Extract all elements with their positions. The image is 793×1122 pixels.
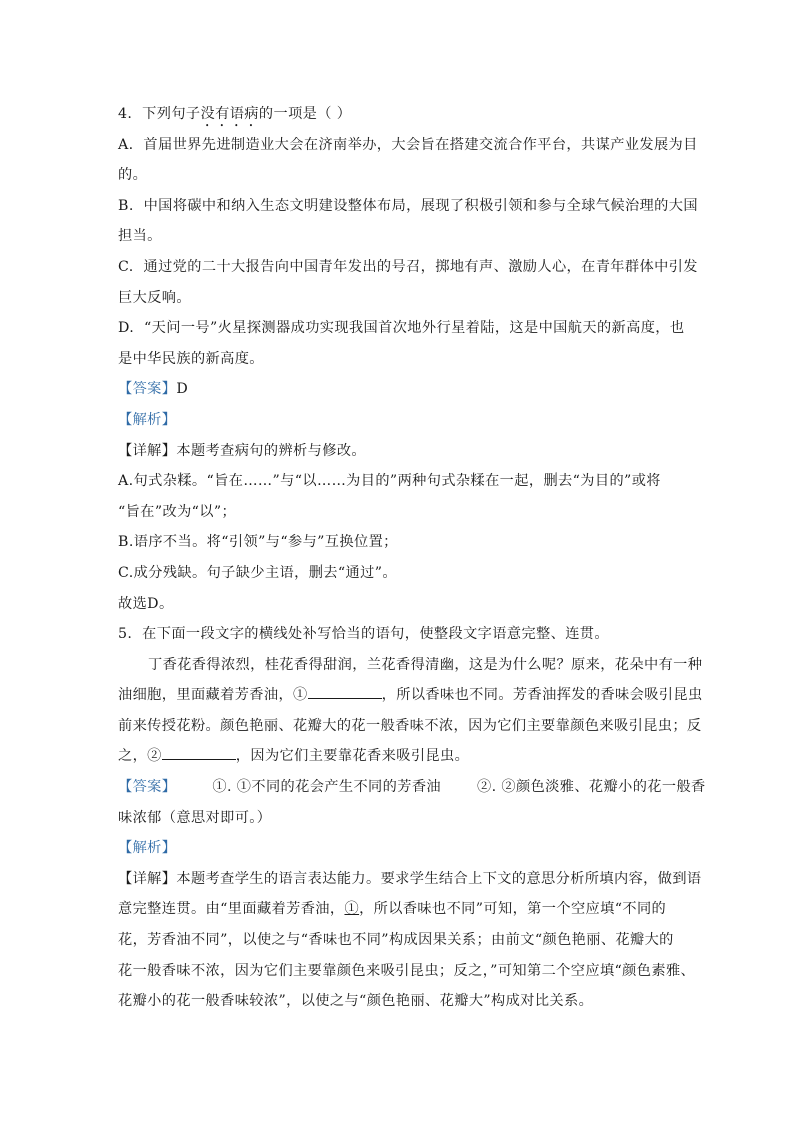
option-label: C. [118, 258, 134, 275]
option-label: B. [118, 197, 134, 214]
blank-1[interactable] [308, 684, 382, 699]
document-page [118, 99, 706, 1017]
q4-option-d [118, 313, 685, 344]
answer-part-1: ①. ①不同的花会产生不同的芳香油 [212, 779, 441, 796]
analysis-label: 【解析】 [118, 840, 177, 857]
detail-label: 【详解】 [118, 442, 177, 459]
q5-passage-line [118, 741, 674, 772]
q4-answer [118, 374, 674, 405]
q5-answer-cont: 味浓郁（意思对即可。） [118, 809, 272, 826]
q4-option-d-cont [118, 344, 674, 375]
q5-answer [118, 772, 706, 803]
detail-text: ，所以香味也不同”可知，第一个空应填“不同的 [359, 901, 667, 918]
option-text: “天问一号”火星探测器成功实现我国首次地外行星着陆，这是中国航天的新高度，也 [144, 320, 685, 337]
q4-detail [118, 436, 674, 467]
detail-text: 本题考查病句的辨析与修改。 [176, 442, 366, 459]
q5-detail-line: 花瓣小的花一般香味较浓”，以使之与“颜色艳丽、花瓣大”构成对比关系。 [118, 993, 594, 1010]
q5-detail-line: 花一般香味不浓，因为它们主要靠颜色来吸引昆虫；反之，”可知第二个空应填“颜色素雅、 [118, 962, 696, 979]
option-text: 的。 [118, 167, 148, 184]
q4-stem-text: 下列句子 [142, 106, 201, 122]
option-label: A. [118, 136, 134, 153]
passage-text: 油细胞，里面藏着芳香油，① [118, 687, 308, 704]
q4-option-b [118, 191, 698, 222]
q4-option-c-cont [118, 283, 674, 314]
q4-option-a [118, 130, 698, 161]
q4-number: 4. [118, 106, 133, 122]
underlined-marker: ① [344, 901, 360, 918]
q5-detail-line: 花，芳香油不同”，以使之与“香味也不同”构成因果关系；由前文“颜色艳丽、花瓣大的 [118, 932, 674, 949]
option-text: 中国将碳中和纳入生态文明建设整体布局，展现了积极引领和参与全球气候治理的大国 [143, 197, 698, 214]
q4-stem-emphasis: 没有语病 [200, 106, 259, 122]
q5-number: 5. [118, 626, 133, 643]
answer-label: 【答案】 [118, 779, 177, 796]
option-label: D. [118, 320, 135, 337]
detail-text: 本题考查学生的语言表达能力。要求学生结合上下文的意思分析所填内容，做到语 [176, 870, 702, 887]
q4-option-c [118, 252, 698, 283]
q4-stem [118, 99, 674, 130]
option-text: 担当。 [118, 228, 162, 245]
q4-option-a-cont [118, 160, 674, 191]
q4-explanation: A.句式杂糅。“旨在……”与“以……为目的”两种句式杂糅在一起，删去“为目的”或将 [118, 473, 661, 490]
answer-part-2: ②. ②颜色淡雅、花瓣小的花一般香 [477, 779, 706, 796]
passage-text: ，所以香味也不同。芳香油挥发的香味会吸引昆虫 [381, 687, 703, 704]
answer-label: 【答案】 [118, 381, 177, 398]
answer-value: D [176, 381, 189, 398]
option-text: 首届世界先进制造业大会在济南举办，大会旨在搭建交流合作平台，共谋产业发展为目 [143, 136, 698, 153]
option-text: 巨大反响。 [118, 289, 191, 306]
q5-passage-line: 前来传授花粉。颜色艳丽、花瓣大的花一般香味不浓，因为它们主要靠颜色来吸引昆虫；反 [118, 717, 702, 734]
detail-text: 意完整连贯。由“里面藏着芳香油， [118, 901, 345, 918]
q5-stem-text: 在下面一段文字的横线处补写恰当的语句，使整段文字语意完整、连贯。 [142, 626, 609, 643]
q4-option-b-cont [118, 221, 674, 252]
detail-label: 【详解】 [118, 870, 177, 887]
q4-analysis [118, 405, 674, 436]
q5-stem [118, 619, 674, 650]
q5-detail-line [118, 894, 674, 925]
option-text: 是中华民族的新高度。 [118, 350, 264, 367]
q4-explanation: “旨在”改为“以”； [118, 503, 237, 520]
q4-stem-tail: 的一项是（ ） [258, 106, 352, 122]
passage-text: ，因为它们主要靠花香来吸引昆虫。 [235, 748, 470, 765]
q4-explanation: C.成分残缺。句子缺少主语，删去“通过”。 [118, 564, 397, 581]
q4-conclusion: 故选D。 [118, 595, 174, 612]
blank-2[interactable] [162, 745, 236, 760]
option-text: 通过党的二十大报告向中国青年发出的号召，掷地有声、激励人心，在青年群体中引发 [143, 258, 698, 275]
q4-explanation: B.语序不当。将“引领”与“参与”互换位置； [118, 534, 398, 551]
q5-detail [118, 864, 702, 895]
q5-analysis [118, 833, 674, 864]
analysis-label: 【解析】 [118, 411, 177, 428]
q5-passage-line [118, 680, 703, 711]
passage-text: 之，② [118, 748, 162, 765]
q5-passage-line: 丁香花香得浓烈，桂花香得甜润，兰花香得清幽，这是为什么呢？原来，花朵中有一种 [148, 656, 703, 673]
